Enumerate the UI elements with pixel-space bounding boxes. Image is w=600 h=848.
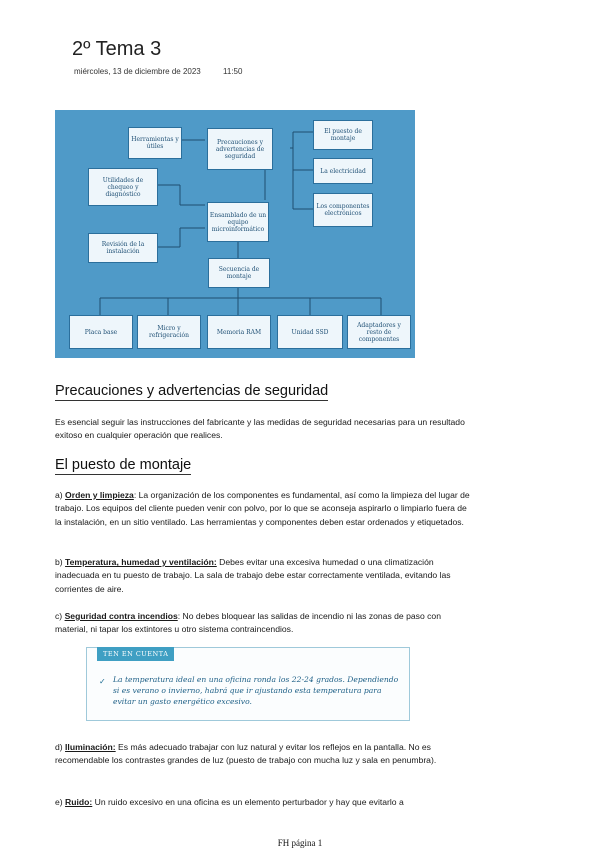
diagram-node-testing-tools: Utilidades de chequeo y diagnóstico bbox=[88, 168, 158, 206]
diagram-node-ssd: Unidad SSD bbox=[277, 315, 343, 349]
item-text: : No debes bloquear las salidas de incendio ni las zonas de paso con material, ni tapar los extintores u otro sistema contraincendios. bbox=[55, 611, 441, 635]
page-date: miércoles, 13 de diciembre de 2023 bbox=[74, 67, 201, 76]
diagram-node-assembly: Ensamblado de un equipo microinformático bbox=[207, 202, 269, 242]
item-prefix: a) bbox=[55, 490, 63, 500]
diagram-node-precautions: Precauciones y advertencias de seguridad bbox=[207, 128, 273, 170]
page-footer: FH página 1 bbox=[277, 838, 323, 848]
tip-box-text: La temperatura ideal en una oficina ronda los 22-24 grados. Dependiendo si es verano o invierno, habrá que ir ajustando esta temperatura para evitar un gasto energético excesivo. bbox=[113, 675, 399, 706]
diagram-node-adapters: Adaptadores y resto de componentes bbox=[347, 315, 411, 349]
item-title: Seguridad contra incendios bbox=[64, 611, 178, 621]
diagram-node-tools: Herramientas y útiles bbox=[128, 127, 182, 159]
item-prefix: c) bbox=[55, 611, 63, 621]
item-title: Iluminación: bbox=[65, 742, 116, 752]
precautions-paragraph: Es esencial seguir las instrucciones del fabricante y las medidas de seguridad necesarias para un resultado exitoso en cualquier operación que realices. bbox=[55, 417, 465, 441]
page-metadata bbox=[74, 67, 242, 76]
diagram-node-electronics: Los componentes electrónicos bbox=[313, 193, 373, 227]
paragraph-temperature bbox=[55, 556, 475, 596]
diagram-node-ram: Memoria RAM bbox=[207, 315, 271, 349]
concept-diagram bbox=[55, 110, 415, 358]
item-text: Un ruido excesivo en una oficina es un elemento perturbador y hay que evitarlo a bbox=[92, 797, 404, 807]
item-text: Debes evitar una excesiva humedad o una climatización inadecuada en tu puesto de trabajo. La sala de trabajo debe estar correctamente ventilada, evitando las corrientes de aire. bbox=[55, 557, 451, 594]
paragraph-order-cleaning bbox=[55, 489, 475, 529]
workstation-heading: El puesto de montaje bbox=[55, 457, 192, 473]
paragraph-noise bbox=[55, 796, 475, 809]
diagram-node-electricity: La electricidad bbox=[313, 158, 373, 184]
diagram-node-workstation: El puesto de montaje bbox=[313, 120, 373, 150]
tip-box-header: TEN EN CUENTA bbox=[97, 647, 174, 661]
check-icon: ✓ bbox=[99, 677, 106, 686]
item-text: Es más adecuado trabajar con luz natural y evitar los reflejos en la pantalla. No es recomendable los contrastes grandes de luz (puesto de trabajo con mucha luz y sala en penumbra). bbox=[55, 742, 437, 766]
item-title: Temperatura, humedad y ventilación: bbox=[65, 557, 217, 567]
precautions-heading: Precauciones y advertencias de seguridad bbox=[55, 383, 329, 399]
item-prefix: e) bbox=[55, 797, 63, 807]
item-text: : La organización de los componentes es fundamental, así como la limpieza del lugar de trabajo. Los equipos del cliente pueden venir con polvo, por lo que se aconseja aspirarlo o limpiarlo fuera de la instalación, en un sitio ventilado. Las herramientas y componentes deben estar ordenados y etiquetados. bbox=[55, 490, 470, 527]
diagram-node-review: Revisión de la instalación bbox=[88, 233, 158, 263]
diagram-node-base-board: Placa base bbox=[69, 315, 133, 349]
page-title: 2º Tema 3 bbox=[72, 38, 162, 60]
page-time: 11:50 bbox=[222, 67, 243, 76]
item-title: Ruido: bbox=[65, 797, 93, 807]
paragraph-lighting bbox=[55, 741, 475, 768]
tip-box bbox=[86, 647, 410, 721]
diagram-node-sequence: Secuencia de montaje bbox=[208, 258, 270, 288]
paragraph-fire-safety bbox=[55, 610, 475, 637]
item-prefix: b) bbox=[55, 557, 63, 567]
item-prefix: d) bbox=[55, 742, 63, 752]
item-title: Orden y limpieza bbox=[65, 490, 134, 500]
diagram-node-micro: Micro y refrigeración bbox=[137, 315, 201, 349]
